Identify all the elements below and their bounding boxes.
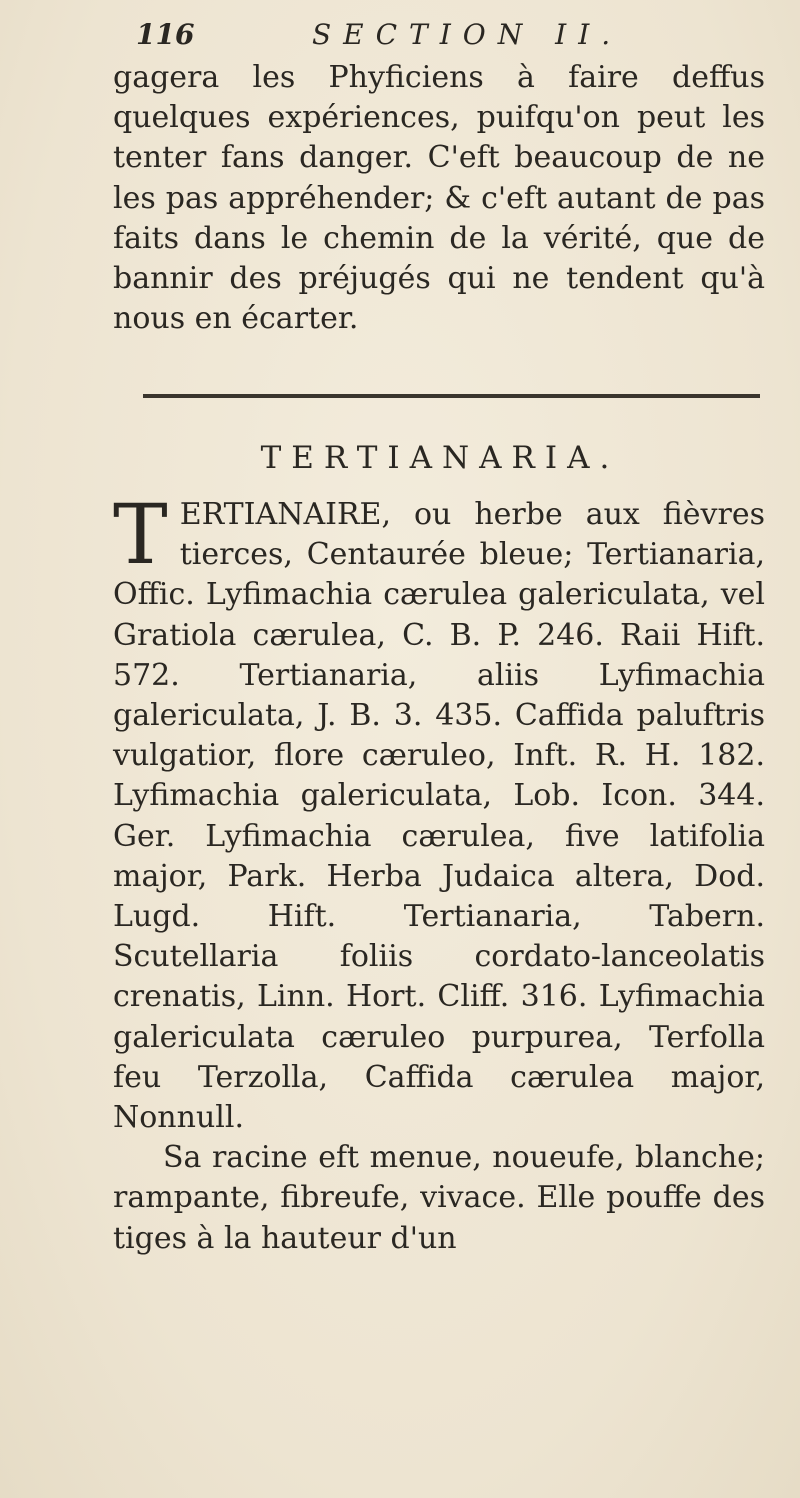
synonymy-paragraph xyxy=(113,488,765,1138)
description-paragraph: Sa racine eft menue, noueufe, blanche; rampante, fibreufe, vivace. Elle pouffe des tiges à la hauteur d'un xyxy=(113,1140,765,1256)
section-divider xyxy=(143,394,760,398)
page-number: 116 xyxy=(136,18,195,51)
running-header xyxy=(136,18,756,62)
entry-title: TERTIANARIA. xyxy=(260,440,620,476)
continuation-paragraph xyxy=(113,58,765,339)
paragraph-text: gagera les Phyficiens à faire deffus quelques expériences, puifqu'on peut les tenter fans danger. C'eft beaucoup de ne les pas appréhender; & c'eft autant de pas faits dans le chemin de la vérité, que de bannir des préjugés qui ne tendent qu'à nous en écarter. xyxy=(113,60,765,337)
synonymy-text: , ou herbe aux fièvres tierces, Centaurée bleue; Tertianaria, Offic. Lyfimachia cærulea galericulata, vel Gratiola cærulea, C. B. P. 246. Raii Hift. 572. Tertianaria, aliis Lyfimachia galericulata, J. B. 3. 435. Caffida paluftris vulgatior, flore cæruleo, Inft. R. H. 182. Lyfimachia galericulata, Lob. Icon. 344. Ger. Lyfimachia cærulea, five latifolia major, Park. Herba Judaica altera, Dod. Lugd. Hift. Tertianaria, Tabern. Scutellaria foliis cordato-lanceolatis crenatis, Linn. Hort. Cliff. 316. Lyfimachia galericulata cæruleo purpurea, Terfolla feu Terzolla, Caffida cærulea major, Nonnull. xyxy=(113,497,765,1136)
drop-cap: T xyxy=(113,488,168,583)
entry-body xyxy=(113,488,765,1259)
section-heading: SECTION II. xyxy=(312,18,623,51)
head-word: ERTIANAIRE xyxy=(179,497,382,532)
